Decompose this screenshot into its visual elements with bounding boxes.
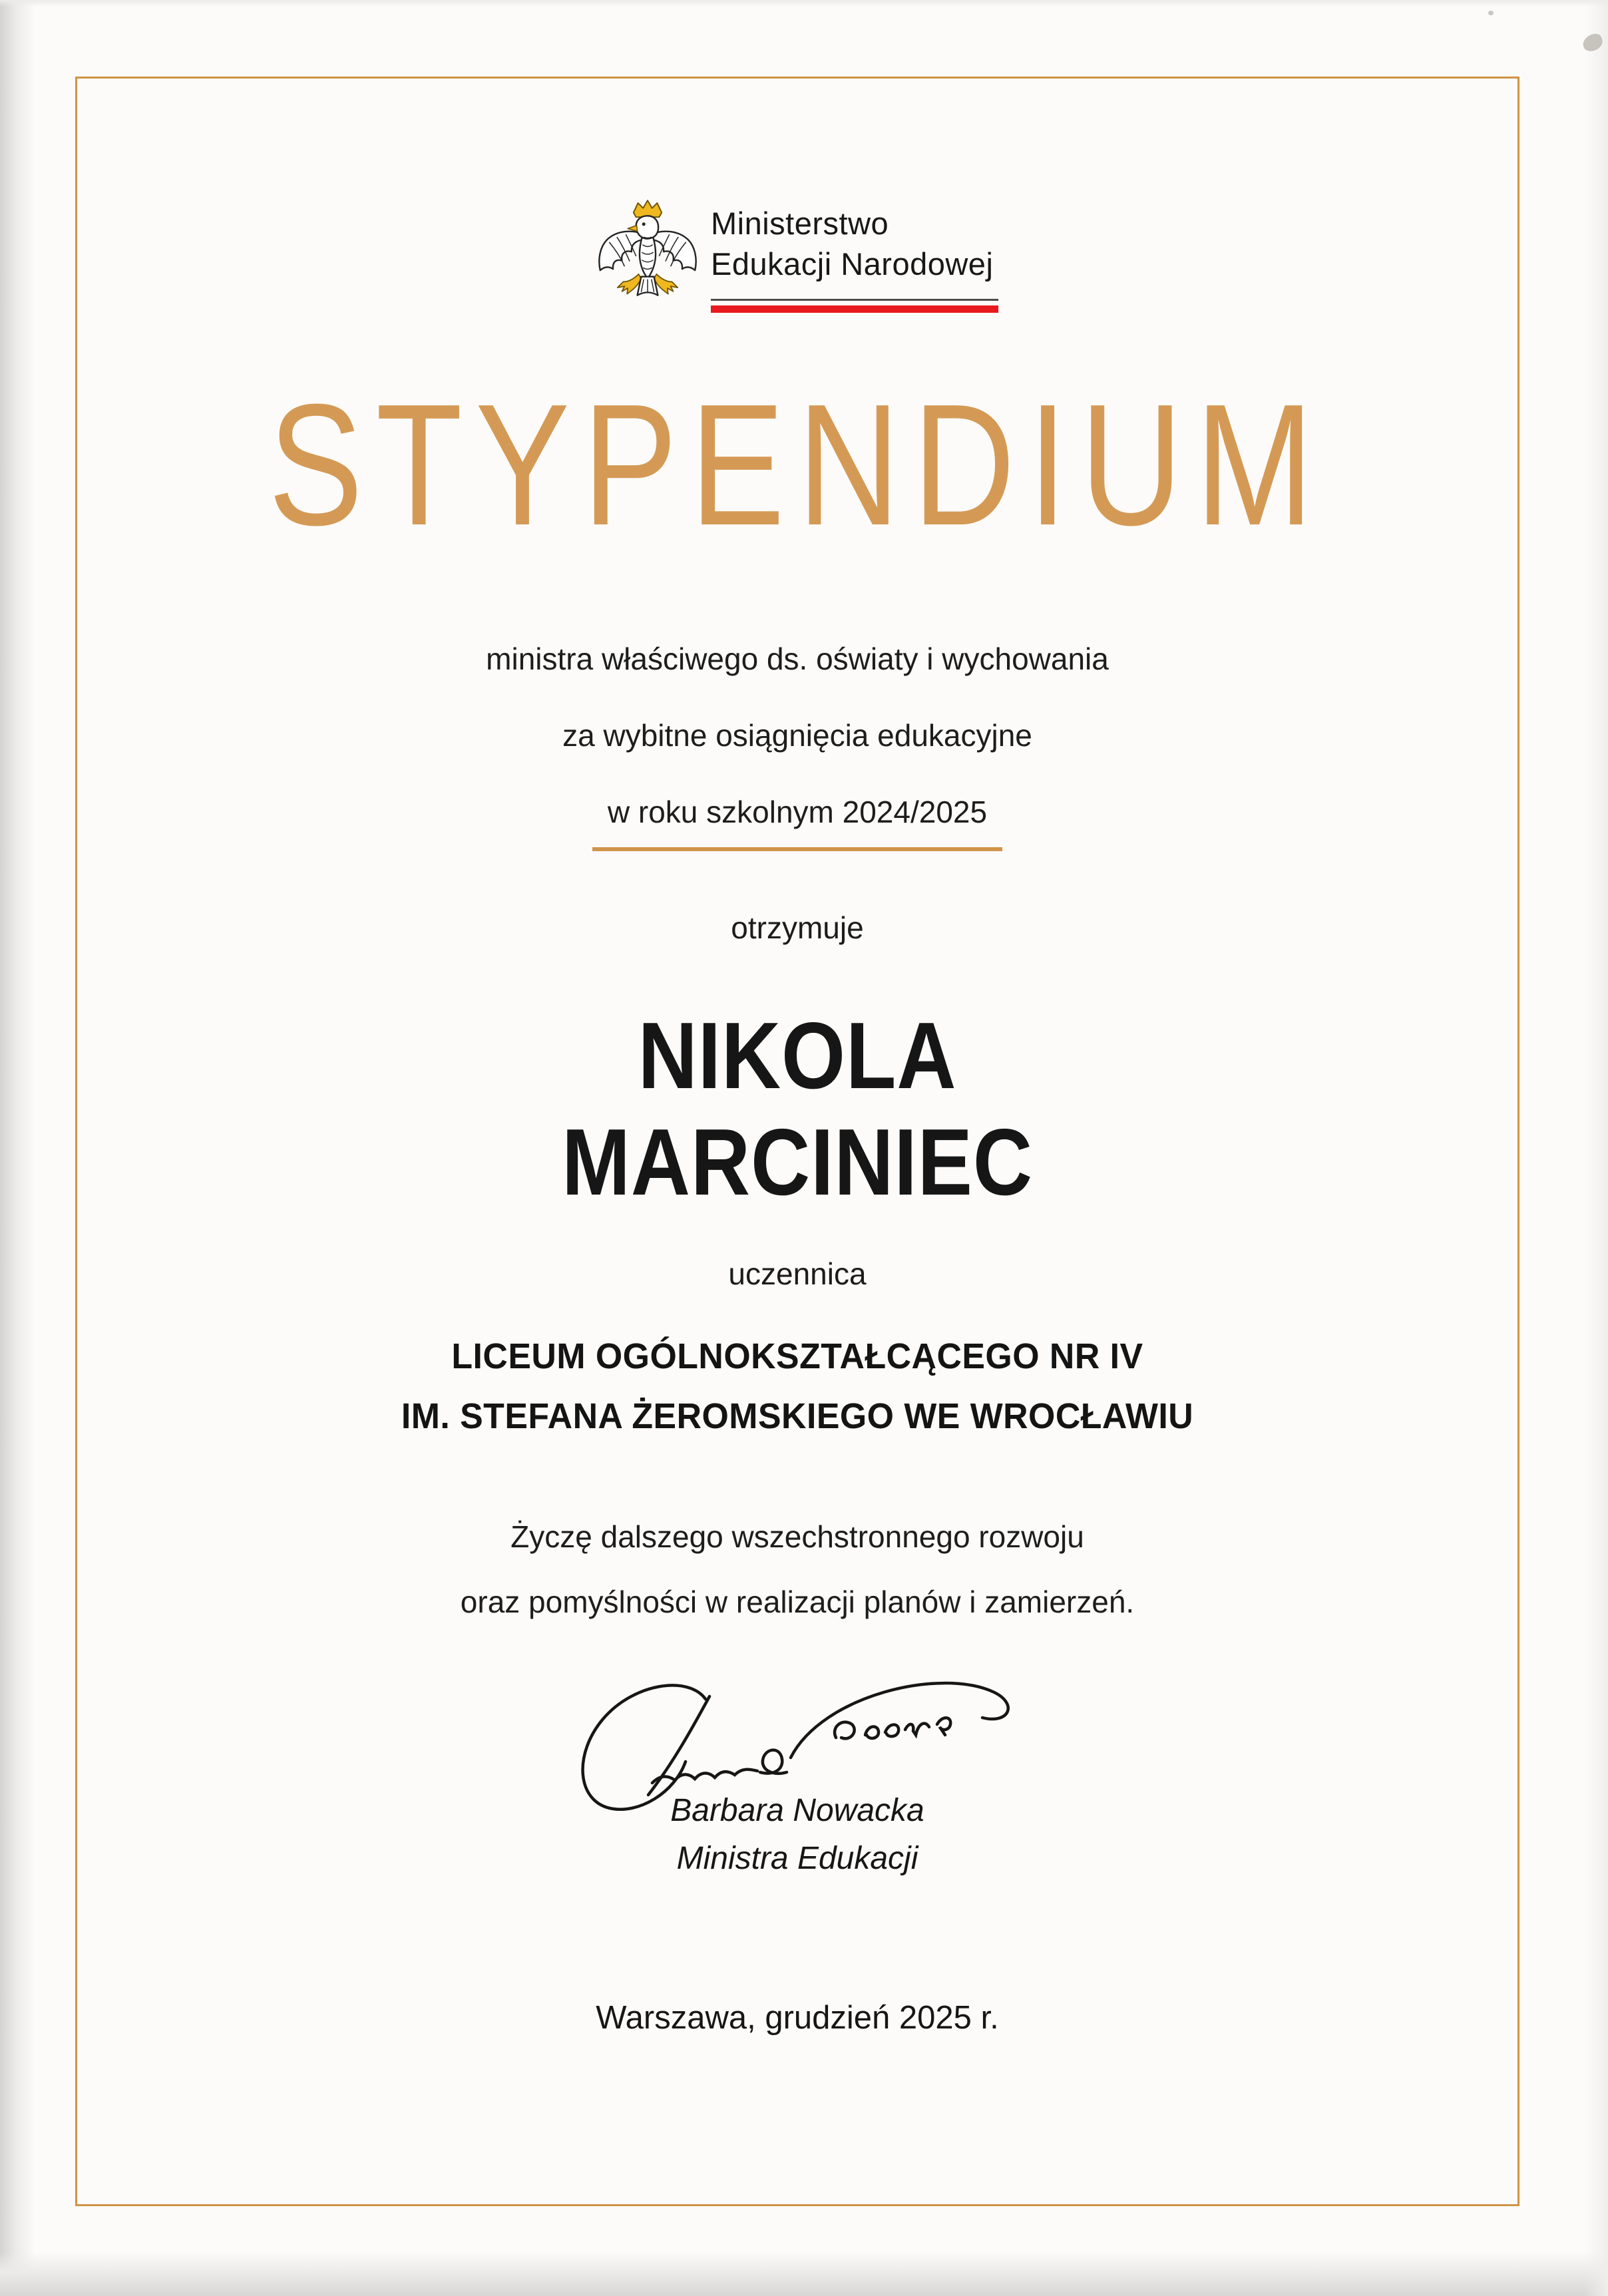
receives-label: otrzymuje [731, 910, 864, 945]
wishes-paragraph [75, 1504, 1519, 1634]
school-name-line1: LICEUM OGÓLNOKSZTAŁCĄCEGO NR IV [451, 1336, 1143, 1376]
school-name-line2: IM. STEFANA ŻEROMSKIEGO WE WROCŁAWIU [401, 1396, 1194, 1436]
certificate-content [75, 77, 1519, 2206]
flag-white-stripe [711, 299, 998, 301]
ministry-emblem [75, 196, 1519, 313]
place-date-line: Warszawa, grudzień 2025 r. [596, 2000, 999, 2036]
certificate-title: STYPENDIUM [268, 369, 1326, 562]
intro-line-2: za wybitne osiągnięcia edukacyjne [562, 718, 1032, 753]
recipient-first-name: NIKOLA [638, 1003, 957, 1109]
wishes-line2: oraz pomyślności w realizacji planów i zamierzeń. [460, 1585, 1135, 1619]
ministry-name-block [711, 196, 998, 313]
polish-eagle-icon [596, 196, 699, 313]
intro-paragraph [75, 621, 1519, 851]
recipient-last-name: MARCINIEC [562, 1109, 1033, 1215]
flag-red-stripe [711, 305, 998, 313]
scan-edge-top [0, 0, 1608, 7]
gold-divider [592, 847, 1002, 851]
ministry-name-line2: Edukacji Narodowej [711, 246, 994, 282]
intro-line-1: ministra właściwego ds. oświaty i wychowania [486, 642, 1109, 676]
intro-line-3: w roku szkolnym 2024/2025 [607, 795, 988, 829]
ministry-name-line1: Ministerstwo [711, 206, 889, 241]
scan-edge-left [0, 0, 35, 2296]
school-name [104, 1326, 1490, 1446]
signatory-title: Ministra Edukacji [676, 1841, 918, 1876]
scan-speck-mark [1488, 11, 1494, 15]
poland-flag-underline [711, 299, 998, 313]
recipient-name [169, 1003, 1426, 1216]
scan-edge-right [1585, 0, 1608, 2296]
recipient-descriptor: uczennica [728, 1256, 867, 1291]
signatory-name: Barbara Nowacka [670, 1793, 924, 1828]
wishes-line1: Życzę dalszego wszechstronnego rozwoju [510, 1519, 1084, 1554]
scan-edge-bottom [0, 2252, 1608, 2296]
